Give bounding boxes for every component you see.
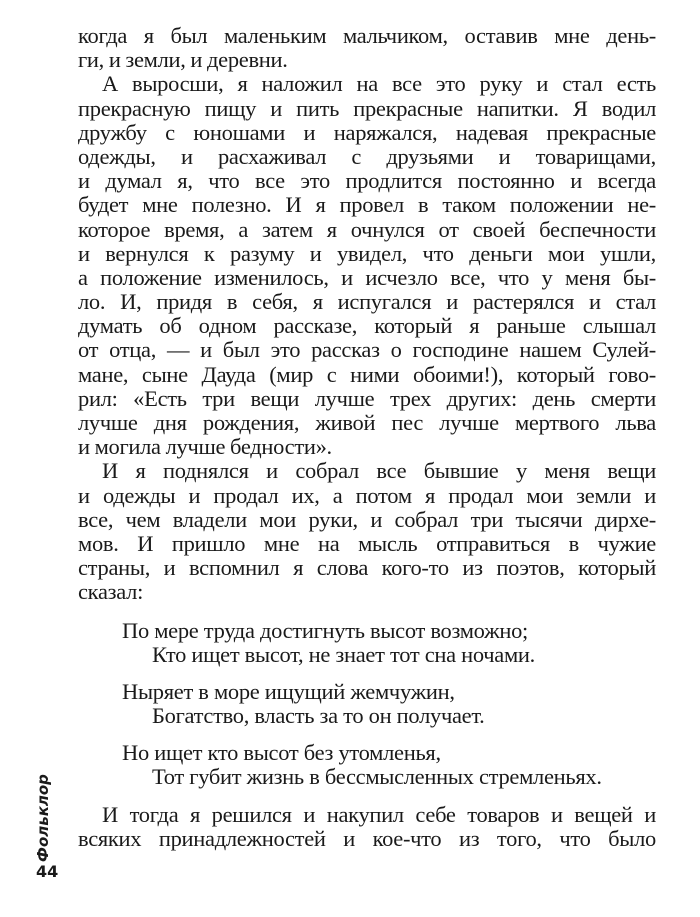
text-line: всяких принадлежностей и кое-что из того, что было: [78, 825, 656, 851]
text-line: дружбу с юношами и наряжался, надевая прекрасные: [78, 119, 656, 145]
paragraph-sold: [78, 459, 656, 604]
text-line: ги, и земли, и деревни.: [78, 47, 288, 73]
poem-stanza: [122, 680, 656, 728]
text-line: прекрасную пищу и пить прекрасные напитки. Я водил: [78, 95, 656, 121]
poem-line: Тот губит жизнь в бессмысленных стремленьях.: [152, 764, 602, 790]
poem-stanza: [122, 741, 656, 789]
paragraph-continued: [78, 24, 656, 72]
section-side-label-text: Фольклор: [34, 774, 52, 862]
text-line: А выросши, я наложил на все это руку и стал есть: [102, 71, 656, 97]
poem-line: Но ищет кто высот без утомленья,: [122, 740, 441, 766]
text-line: рил: «Есть три вещи лучше трех других: день смерти: [78, 385, 656, 411]
paragraph-grew-up: [78, 72, 656, 459]
paragraph-decided: [78, 803, 656, 851]
section-side-label: [28, 768, 58, 868]
text-line: думать об одном рассказе, который я раньше слышал: [78, 313, 656, 339]
text-line: И я поднялся и собрал все бывшие у меня вещи: [102, 458, 656, 484]
poem-line: Ныряет в море ищущий жемчужин,: [122, 678, 455, 704]
poem-line: Кто ищет высот, не знает тот сна ночами.: [152, 641, 535, 667]
text-line: и одежды и продал их, а потом я продал мои земли и: [78, 482, 656, 508]
text-line: страны, и вспомнил я слова кого-то из поэтов, который: [78, 555, 656, 581]
text-line: сказал:: [78, 579, 144, 605]
text-line: и вернулся к разуму и увидел, что деньги мои ушли,: [78, 240, 656, 266]
text-line: а положение изменилось, и исчезло все, что у меня бы-: [78, 264, 656, 290]
poem-line: Богатство, власть за то он получает.: [152, 703, 485, 729]
text-line: от отца, — и был это рассказ о господине нашем Сулей-: [78, 337, 656, 363]
text-line: мане, сыне Дауда (мир с ними обоими!), который гово-: [78, 361, 656, 387]
text-line: все, чем владели мои руки, и собрал три тысячи дирхе-: [78, 506, 656, 532]
text-line: мов. И пришло мне на мысль отправиться в чужие: [78, 530, 656, 556]
text-line: когда я был маленьким мальчиком, оставив мне день-: [78, 23, 656, 48]
poem-stanza: [122, 619, 656, 667]
text-line: И тогда я решился и накупил себе товаров и вещей и: [102, 801, 656, 827]
poem: [122, 619, 656, 790]
text-column: [78, 24, 656, 851]
text-line: которое время, а затем я очнулся от своей беспечности: [78, 216, 656, 242]
page-number: 44: [36, 862, 59, 881]
text-line: ло. И, придя в себя, я испугался и растерялся и стал: [78, 289, 656, 315]
text-line: и думал я, что все это продлится постоянно и всегда: [78, 168, 656, 194]
text-line: лучше дня рождения, живой пес лучше мертвого льва: [78, 410, 656, 435]
text-line: одежды, и расхаживал с друзьями и товарищами,: [78, 143, 656, 169]
poem-line: По мере труда достигнуть высот возможно;: [122, 617, 528, 643]
text-line: и могила лучше бедности».: [78, 434, 332, 460]
text-line: будет мне полезно. И я провел в таком положении не-: [78, 192, 656, 218]
